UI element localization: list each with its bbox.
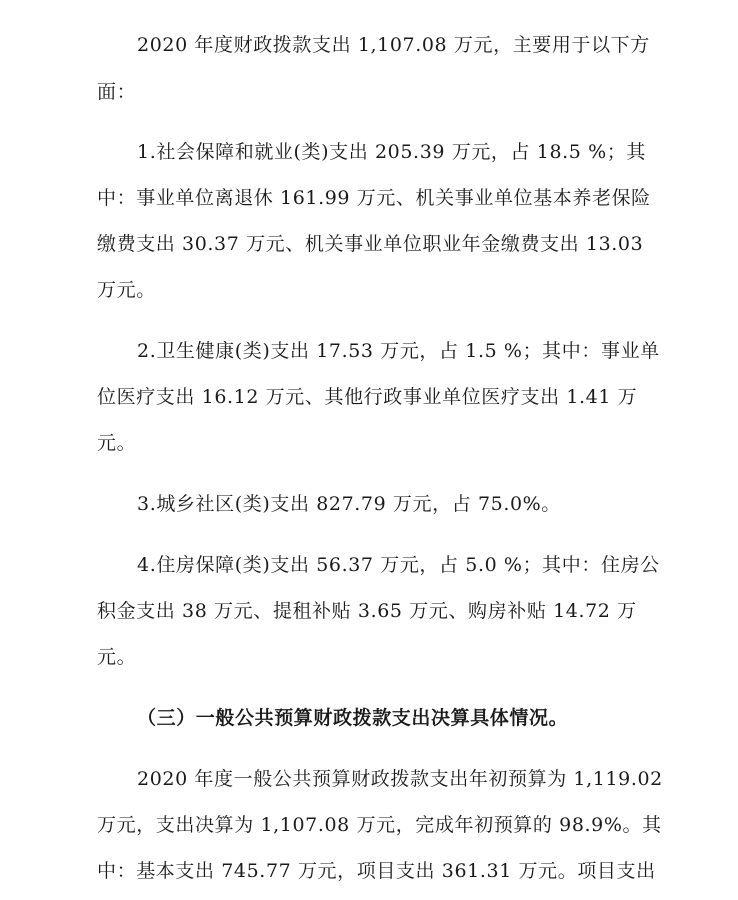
section-body-line-1: 2020 年度一般公共预算财政拨款支出年初预算为 1,119.02 (137, 768, 663, 790)
item4-line-2: 积金支出 38 万元、提租补贴 3.65 万元、购房补贴 14.72 万 (97, 600, 637, 622)
section-body-line-3: 中：基本支出 745.77 万元，项目支出 361.31 万元。项目支出 (97, 860, 656, 882)
item1-line-2: 中：事业单位离退休 161.99 万元、机关事业单位基本养老保险 (97, 187, 651, 209)
section-body-line-2: 万元，支出决算为 1,107.08 万元，完成年初预算的 98.9%。其 (97, 814, 662, 836)
intro-line-1: 2020 年度财政拨款支出 1,107.08 万元，主要用于以下方 (137, 34, 650, 56)
item4-line-3: 元。 (97, 646, 137, 668)
section-heading: （三）一般公共预算财政拨款支出决算具体情况。 (137, 707, 569, 729)
item2-line-2: 位医疗支出 16.12 万元、其他行政事业单位医疗支出 1.41 万 (97, 386, 638, 408)
item1-line-3: 缴费支出 30.37 万元、机关事业单位职业年金缴费支出 13.03 (97, 233, 644, 255)
intro-line-2: 面： (97, 81, 137, 103)
item1-line-4: 万元。 (97, 279, 156, 301)
item1-line-1: 1.社会保障和就业(类)支出 205.39 万元，占 18.5 %；其 (137, 141, 646, 163)
item2-line-1: 2.卫生健康(类)支出 17.53 万元，占 1.5 %；其中：事业单 (137, 340, 660, 362)
item4-line-1: 4.住房保障(类)支出 56.37 万元，占 5.0 %；其中：住房公 (137, 554, 660, 576)
item2-line-3: 元。 (97, 432, 137, 454)
item3-line-1: 3.城乡社区(类)支出 827.79 万元，占 75.0%。 (137, 493, 561, 515)
